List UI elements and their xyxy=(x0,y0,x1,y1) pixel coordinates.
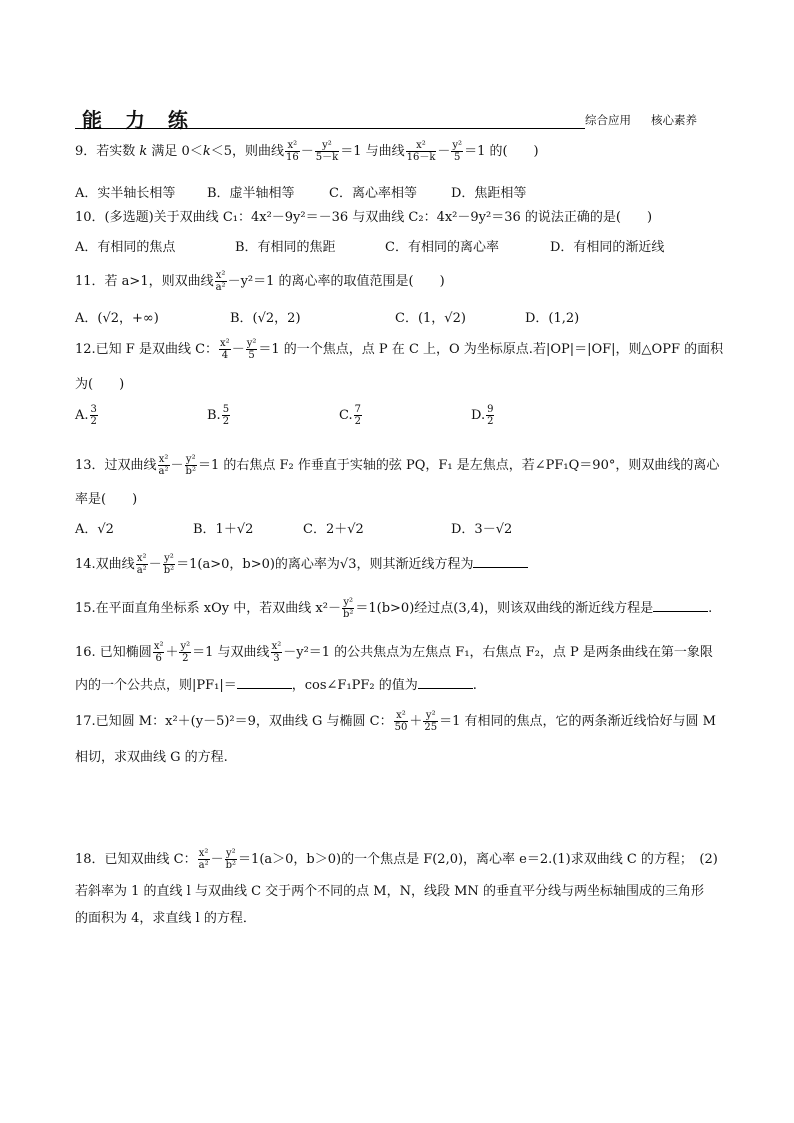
option-b: B．虚半轴相等 xyxy=(207,186,295,201)
question-18-cont-1: 若斜率为 1 的直线 l 与双曲线 C 交于两个不同的点 M，N，线段 MN 的垂直平分线与两坐标轴围成的三角形 xyxy=(75,884,704,899)
fraction: $\frac{\text{y²}}{\text{b²}}$ xyxy=(342,597,354,620)
option-c: C．2＋√2 xyxy=(303,522,364,537)
answer-blank[interactable] xyxy=(237,676,292,689)
fraction: $\frac{\text{y²}}{\text{b²}}$ xyxy=(163,553,175,576)
question-13: 13．过双曲线 $\frac{\text{x²}}{\text{a²}}$ － $\frac{\text{y²}}{\text{b²}}$ ＝1 的右焦点 F₂ 作垂直于实轴的弦 PQ，F₁ 是左焦点，若∠PF₁Q＝90°，则双曲线的离心 xyxy=(75,454,720,477)
question-16: 16. 已知椭圆 $\frac{\text{x²}}{6}$ ＋ $\frac{\text{y²}}{2}$ ＝1 与双曲线 $\frac{\text{x²}}{3}$ －y²＝1 的公共焦点为左焦点 F₁，右焦点 F₂，点 P 是两条曲线在第一象限 xyxy=(75,641,713,664)
fraction: $\frac{\text{x²}}{\text{a²}}$ xyxy=(198,848,209,871)
option-d: D．3－√2 xyxy=(451,522,513,537)
question-12: 12.已知 F 是双曲线 C： $\frac{\text{x²}}{4}$ － $\frac{\text{y²}}{5}$ ＝1 的一个焦点，点 P 在 C 上，O 为坐标原点.若|OP|＝|OF|，则△OPF 的面积 xyxy=(75,338,724,361)
question-15: 15.在平面直角坐标系 xOy 中，若双曲线 x²－ $\frac{\text{y²}}{\text{b²}}$ ＝1(b>0)经过点(3,4)，则该双曲线的渐近线方程是 . xyxy=(75,597,713,620)
question-9: 9．若实数 k 满足 0＜k＜5，则曲线 $\frac{\text{x²}}{16}$ － $\frac{\text{y²}}{5-k}$ ＝1 与曲线 $\frac{\text{x²}}{16-k}$ － $\frac{\text{y²}}{5}$ ＝1 的( ) xyxy=(75,140,539,163)
fraction: $\frac{\text{x²}}{\text{a²}}$ xyxy=(136,553,147,576)
option-a: A．√2 xyxy=(75,522,114,537)
fraction: $\frac{\text{x²}}{50}$ xyxy=(394,710,408,733)
option-c: C. $\frac{7}{2}$ xyxy=(339,404,361,427)
option-a: A. $\frac{3}{2}$ xyxy=(75,404,97,427)
option-b: B. $\frac{5}{2}$ xyxy=(207,404,230,427)
question-17-cont: 相切，求双曲线 G 的方程. xyxy=(75,750,228,765)
fraction: $\frac{\text{y²}}{2}$ xyxy=(180,641,191,664)
header-rule xyxy=(75,128,585,129)
question-12-cont: 为( ) xyxy=(75,377,125,392)
question-16-cont: 内的一个公共点，则|PF₁|＝ ，cos∠F₁PF₂ 的值为 . xyxy=(75,678,477,693)
answer-blank[interactable] xyxy=(418,676,473,689)
question-14: 14.双曲线 $\frac{\text{x²}}{\text{a²}}$ － $\frac{\text{y²}}{\text{b²}}$ ＝1(a>0，b>0)的离心率为√3，则其渐近线方程为 xyxy=(75,553,725,576)
option-d: D．焦距相等 xyxy=(451,186,527,201)
option-c: C．有相同的离心率 xyxy=(385,240,499,255)
fraction: $\frac{\text{y²}}{5-k}$ xyxy=(315,140,339,163)
fraction: $\frac{\text{y²}}{25}$ xyxy=(424,710,438,733)
section-title: 能 力 练 xyxy=(82,108,196,132)
question-17: 17.已知圆 M：x²＋(y－5)²＝9，双曲线 G 与椭圆 C： $\frac{\text{x²}}{50}$ ＋ $\frac{\text{y²}}{25}$ ＝1 有相同的焦点，它的两条渐近线恰好与圆 M xyxy=(75,710,716,733)
question-11: 11．若 a>1，则双曲线 $\frac{\text{x²}}{\text{a²}}$ －y²＝1 的离心率的取值范围是( ) xyxy=(75,270,445,293)
fraction: $\frac{\text{x²}}{\text{a²}}$ xyxy=(215,270,226,293)
option-d: D．有相同的渐近线 xyxy=(550,240,665,255)
tag-core: 核心素养 xyxy=(651,113,697,127)
fraction: $\frac{\text{y²}}{\text{b²}}$ xyxy=(225,848,237,871)
section-header xyxy=(75,104,715,130)
question-10-options xyxy=(75,236,664,255)
question-11-options xyxy=(75,307,579,326)
header-tags xyxy=(585,112,697,128)
option-c: C．(1，√2) xyxy=(395,311,466,326)
tag-applied: 综合应用 xyxy=(585,113,631,127)
fraction: $\frac{\text{x²}}{4}$ xyxy=(220,338,230,361)
fraction: $\frac{\text{y²}}{\text{b²}}$ xyxy=(185,454,196,477)
answer-blank[interactable] xyxy=(653,599,708,612)
fraction: $\frac{\text{x²}}{\text{a²}}$ xyxy=(158,454,169,477)
option-a: A．有相同的焦点 xyxy=(75,240,176,255)
option-a: A．(√2，+∞) xyxy=(75,311,159,326)
option-d: D．(1,2) xyxy=(525,311,580,326)
fraction: $\frac{\text{x²}}{6}$ xyxy=(153,641,164,664)
option-d: D. $\frac{9}{2}$ xyxy=(471,404,494,427)
question-13-options xyxy=(75,518,512,537)
answer-blank[interactable] xyxy=(473,555,528,568)
question-18: 18．已知双曲线 C： $\frac{\text{x²}}{\text{a²}}$ － $\frac{\text{y²}}{\text{b²}}$ ＝1(a＞0，b＞0)的一个焦点是 F(2,0)，离心率 e＝2.(1)求双曲线 C 的方程； (2) xyxy=(75,848,718,871)
option-b: B．有相同的焦距 xyxy=(235,240,336,255)
fraction: $\frac{\text{x²}}{16-k}$ xyxy=(406,140,436,163)
option-c: C．离心率相等 xyxy=(329,186,417,201)
fraction: $\frac{\text{x²}}{3}$ xyxy=(271,641,282,664)
option-b: B．1＋√2 xyxy=(193,522,254,537)
fraction: $\frac{\text{x²}}{16}$ xyxy=(286,140,299,163)
fraction: $\frac{\text{y²}}{5}$ xyxy=(452,140,463,163)
option-a: A．实半轴长相等 xyxy=(75,186,176,201)
fraction: $\frac{\text{y²}}{5}$ xyxy=(246,338,257,361)
question-13-cont: 率是( ) xyxy=(75,492,138,507)
question-18-cont-2: 的面积为 4，求直线 l 的方程． xyxy=(75,911,256,926)
question-12-options xyxy=(75,404,495,427)
option-b: B．(√2，2) xyxy=(230,311,301,326)
question-10: 10．(多选题)关于双曲线 C₁：4x²－9y²＝－36 与双曲线 C₂：4x²－9y²＝36 的说法正确的是( ) xyxy=(75,210,653,225)
question-9-options xyxy=(75,182,526,201)
